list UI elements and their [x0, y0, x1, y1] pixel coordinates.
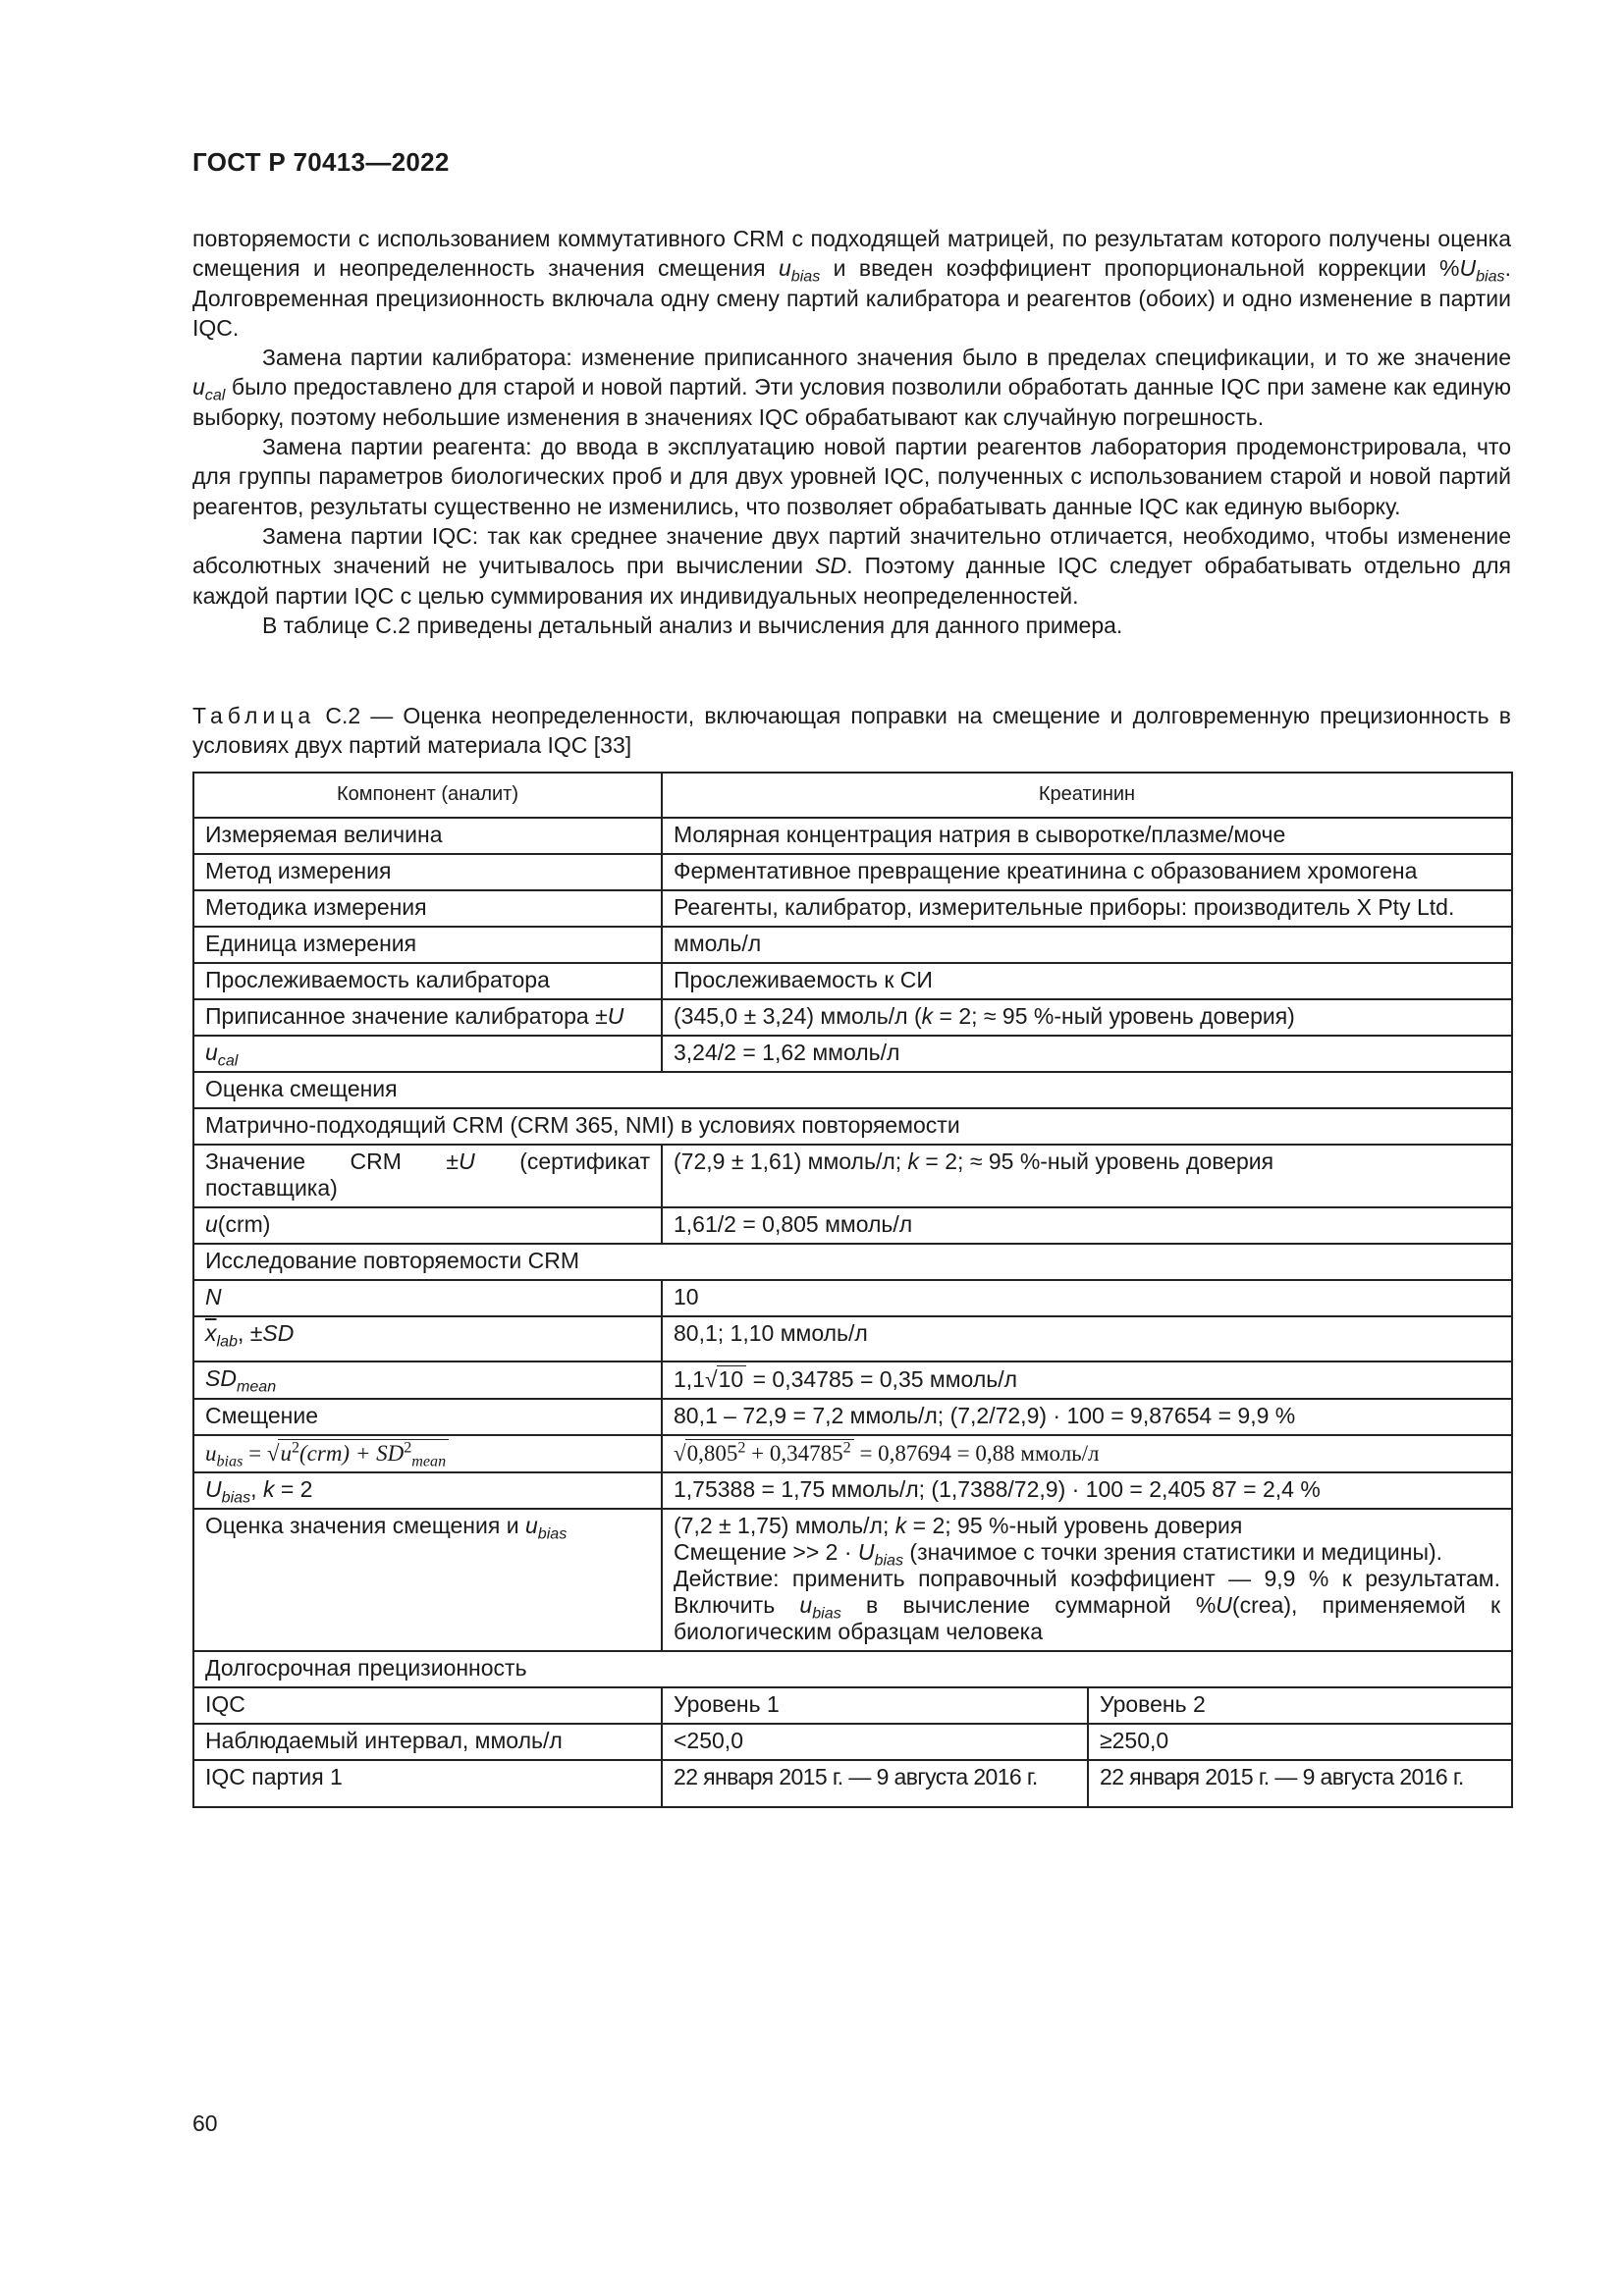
body-text [192, 224, 1511, 640]
table-row: IQC партия 1 22 января 2015 г. — 9 августа 2016 г. 22 января 2015 г. — 9 августа 2016 г. [193, 1760, 1512, 1807]
paragraph-1: повторяемости с использованием коммутативного CRM с подходящей матрицей, по результатам которого получены оценка смещения и неопределенность значения смещения $u_{bias}$ и введен коэффициент пропорциональной коррекции $\%U_{bias}$. Долговременная прецизионность включала одну смену партий калибратора и реагентов (обоих) и одно изменение в партии IQC. [192, 226, 1511, 341]
table-row: Оценка значения смещения и $u_{bias}$ (7,2 ± 1,75) ммоль/л; k = 2; 95 %-ный уровень доверия Смещение >> $2 \cdot U_{bias}$ (значимое с точки зрения статистики и медицины). Действие: применить поправочный коэффициент — 9,9 % к результатам. Включить $u_{bias}$ в вычисление суммарной %U(crea), применяемой к биологическим образцам человека [193, 1509, 1512, 1651]
table-row: $u_{cal}$ 3,24/2 = 1,62 ммоль/л [193, 1036, 1512, 1072]
table-caption: Таблица С.2 — Оценка неопределенности, включающая поправки на смещение и долговременную прецизионность в условиях двух партий материала IQC [33] [192, 703, 1511, 758]
table-row: N 10 [193, 1280, 1512, 1316]
table-row: $SD_{mean}$ 1,1√10 = 0,34785 = 0,35 ммоль/л [193, 1362, 1512, 1399]
paragraph-5: В таблице С.2 приведены детальный анализ и вычисления для данного примера. [262, 612, 1123, 638]
paragraph-3: Замена партии реагента: до ввода в эксплуатацию новой партии реагентов лаборатория продемонстрировала, что для группы параметров биологических проб и для двух уровней IQC, полученных с использованием старой и новой партий реагентов, результаты существенно не изменились, что позволяет обрабатывать данные IQC как единую выборку. [192, 434, 1511, 519]
paragraph-4: Замена партии IQC: так как среднее значение двух партий значительно отличается, необходимо, чтобы изменение абсолютных значений не учитывалось при вычислении SD. Поэтому данные IQC следует обрабатывать отдельно для каждой партии IQC с целью суммирования их индивидуальных неопределенностей. [192, 522, 1512, 609]
ubias-formula: $u_{bias} = √u^2(crm) + SD^2_{mean}$ [193, 1435, 662, 1472]
table-row: Единица измерения ммоль/л [193, 927, 1512, 963]
table-row: u(crm) 1,61/2 = 0,805 ммоль/л [193, 1207, 1512, 1244]
table-row: Метод измерения Ферментативное превращение креатинина с образованием хромогена [193, 854, 1512, 890]
table-row: $\overline{x}_{lab}$, ±SD 80,1; 1,10 ммоль/л [193, 1316, 1512, 1362]
table-row: Приписанное значение калибратора ±U (345,0 ± 3,24) ммоль/л (k = 2; ≈ 95 %-ный уровень доверия) [193, 999, 1512, 1036]
table-row: $U_{bias}$, k = 2 1,75388 = 1,75 ммоль/л; (1,7388/72,9) · 100 = 2,405 87 = 2,4 % [193, 1472, 1512, 1509]
table-row: Значение CRM ±U (сертификат поставщика) (72,9 ± 1,61) ммоль/л; k = 2; ≈ 95 %-ный уровень доверия [193, 1145, 1512, 1207]
header-component: Компонент (аналит) [193, 773, 662, 818]
page-number: 60 [192, 2110, 218, 2136]
table-row [193, 1435, 1512, 1472]
ubias-value: $√0,805^2 + 0,34785^2 = 0,87694 = 0,88$ ммоль/л [662, 1435, 1512, 1472]
section-row: Исследование повторяемости CRM [193, 1244, 1512, 1280]
table-row: Измеряемая величина Молярная концентрация натрия в сыворотке/плазме/моче [193, 818, 1512, 854]
section-row: Долгосрочная прецизионность [193, 1651, 1512, 1687]
section-row: Матрично-подходящий CRM (CRM 365, NMI) в условиях повторяемости [193, 1108, 1512, 1145]
table-row: Прослеживаемость калибратора Прослеживаемость к СИ [193, 963, 1512, 999]
document-header: ГОСТ Р 70413—2022 [192, 147, 450, 177]
table-row: Методика измерения Реагенты, калибратор, измерительные приборы: производитель X Pty Ltd. [193, 890, 1512, 927]
paragraph-2: Замена партии калибратора: изменение приписанного значения было в пределах спецификации, и то же значение $u_{cal}$ было предоставлено для старой и новой партий. Эти условия позволили обработать данные IQC при замене как единую выборку, поэтому небольшие изменения в значениях IQC обрабатывают как случайную погрешность. [192, 345, 1511, 430]
uncertainty-table [192, 772, 1513, 1808]
section-row: Оценка смещения [193, 1072, 1512, 1108]
table-row: Наблюдаемый интервал, ммоль/л <250,0 ≥250,0 [193, 1724, 1512, 1760]
table-header-row [193, 773, 1512, 818]
table-row: Смещение 80,1 – 72,9 = 7,2 ммоль/л; (7,2/72,9) · 100 = 9,87654 = 9,9 % [193, 1399, 1512, 1435]
table-row: IQC Уровень 1 Уровень 2 [193, 1687, 1512, 1724]
header-analyte: Креатинин [662, 773, 1512, 818]
